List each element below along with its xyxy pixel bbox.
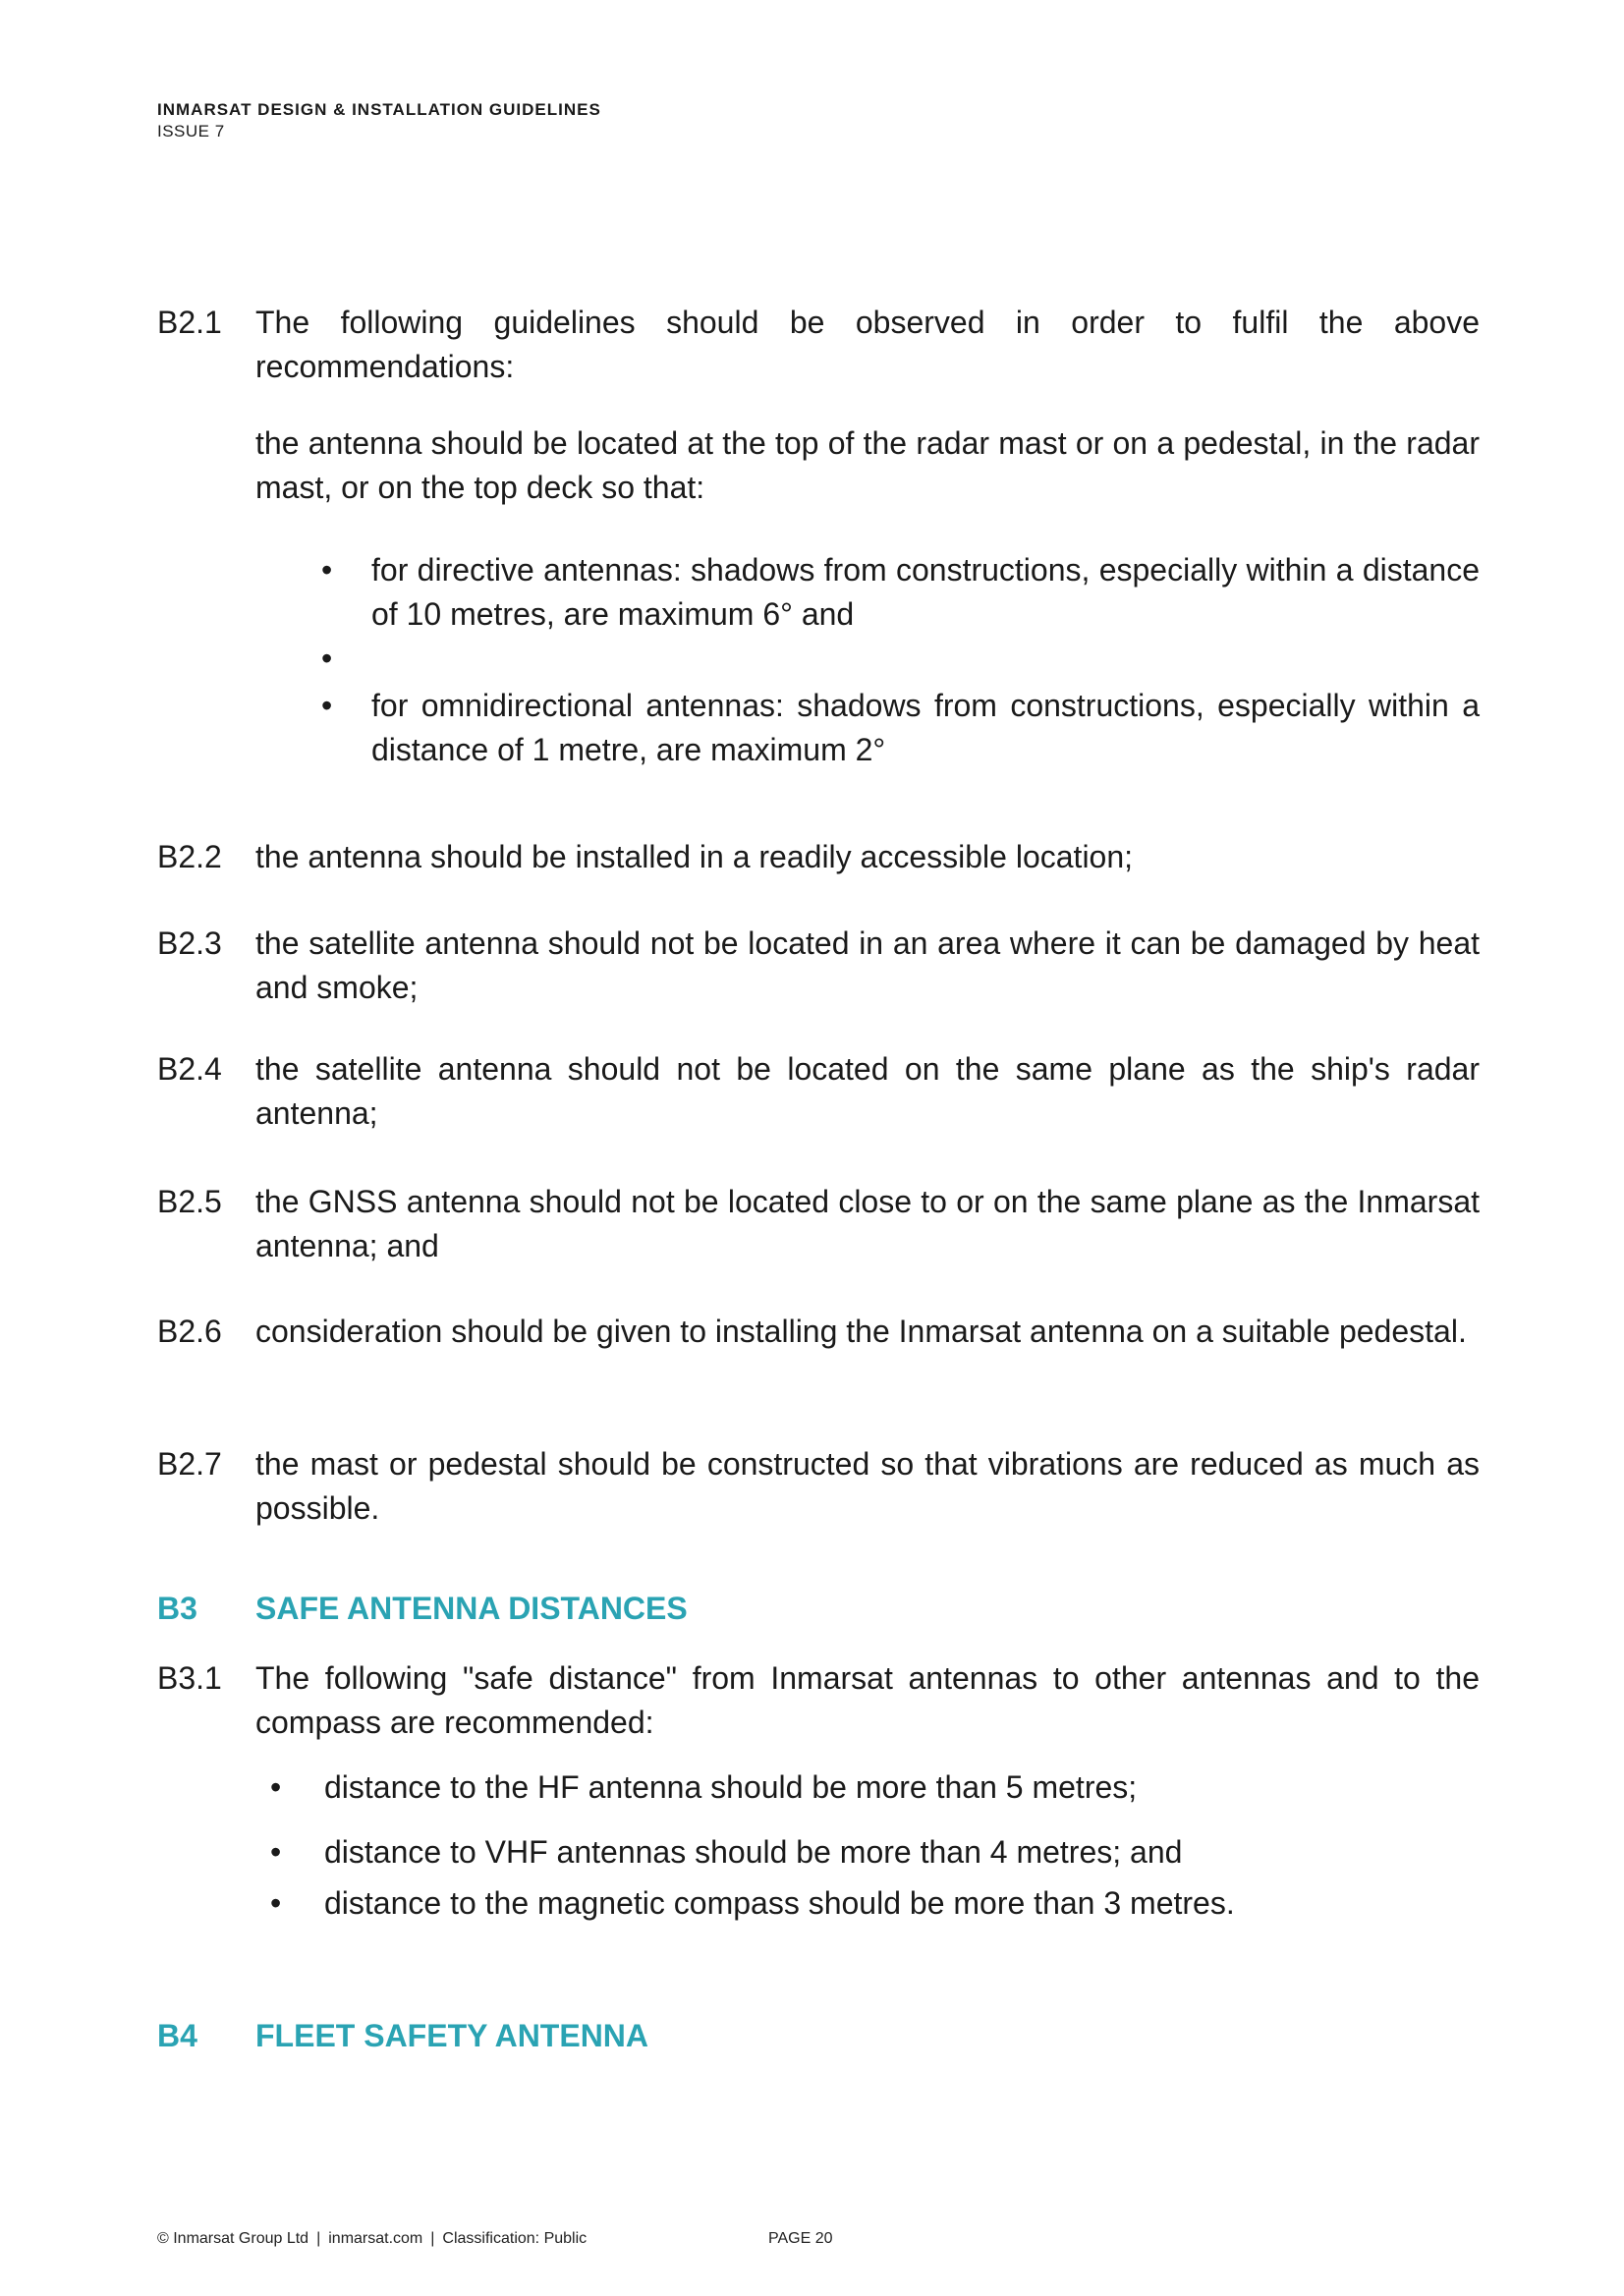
bullet-icon: • <box>270 1834 282 1870</box>
section-number: B2.5 <box>157 1184 222 1219</box>
section-b2-1-subtext: the antenna should be located at the top of the radar mast or on a pedestal, in the radar mast, or on the top deck so that: <box>255 425 1480 505</box>
page-header <box>157 99 601 142</box>
section-number: B2.3 <box>157 925 222 961</box>
footer-site-link[interactable]: inmarsat.com <box>328 2230 423 2247</box>
header-issue: ISSUE 7 <box>157 122 225 140</box>
section-heading-b4 <box>157 2014 648 2058</box>
bullet-icon: • <box>270 1769 282 1805</box>
section-number: B2.1 <box>157 305 222 340</box>
bullet-icon: • <box>321 688 333 723</box>
list-item-text: for directive antennas: shadows from constructions, especially within a distance of 10 metres, are maximum 6° and <box>371 552 1480 632</box>
list-item <box>270 1765 1480 1830</box>
list-item-text: distance to the HF antenna should be more than 5 metres; <box>324 1769 1138 1805</box>
section-b2-5 <box>157 1180 1480 1268</box>
heading-title: SAFE ANTENNA DISTANCES <box>255 1591 688 1626</box>
heading-title: FLEET SAFETY ANTENNA <box>255 2018 649 2053</box>
heading-number: B3 <box>157 1591 197 1626</box>
section-text: consideration should be given to installing the Inmarsat antenna on a suitable pedestal. <box>255 1314 1467 1349</box>
footer-separator: | <box>430 2230 435 2247</box>
section-text: The following "safe distance" from Inmarsat antennas to other antennas and to the compass are recommended: <box>255 1660 1480 1740</box>
section-number: B2.4 <box>157 1051 222 1087</box>
list-item <box>321 637 1480 684</box>
section-b2-4 <box>157 1047 1480 1136</box>
list-item <box>270 1881 1480 1926</box>
list-item-text: for omnidirectional antennas: shadows from constructions, especially within a distance of 1 metre, are maximum 2° <box>371 688 1480 767</box>
bullet-icon: • <box>270 1885 282 1921</box>
section-text: the mast or pedestal should be constructed so that vibrations are reduced as much as possible. <box>255 1446 1480 1526</box>
bullet-icon: • <box>321 641 333 676</box>
section-number: B2.6 <box>157 1314 222 1349</box>
list-item-text: distance to VHF antennas should be more than 4 metres; and <box>324 1834 1183 1870</box>
section-b3-1 <box>157 1656 1480 1745</box>
list-item <box>321 684 1480 772</box>
section-b2-1 <box>157 301 1480 389</box>
section-b2-2 <box>157 835 1480 879</box>
b3-1-bullet-list <box>270 1765 1480 1926</box>
section-text: the GNSS antenna should not be located close to or on the same plane as the Inmarsat antenna; and <box>255 1184 1480 1263</box>
section-number: B3.1 <box>157 1660 222 1696</box>
header-title: INMARSAT DESIGN & INSTALLATION GUIDELINES <box>157 100 601 119</box>
footer-classification: Classification: Public <box>442 2230 588 2247</box>
footer-separator: | <box>316 2230 321 2247</box>
section-heading-b3 <box>157 1587 688 1631</box>
section-b2-6 <box>157 1310 1480 1354</box>
list-item <box>321 548 1480 637</box>
bullet-icon: • <box>321 552 333 588</box>
section-text: the antenna should be installed in a readily accessible location; <box>255 839 1134 874</box>
section-b2-7 <box>157 1442 1480 1531</box>
b2-1-bullet-list <box>321 548 1480 772</box>
heading-number: B4 <box>157 2018 197 2053</box>
page-footer <box>157 2230 587 2248</box>
section-number: B2.7 <box>157 1446 222 1482</box>
footer-copyright: © Inmarsat Group Ltd <box>157 2230 309 2247</box>
section-text: The following guidelines should be observed in order to fulfil the above recommendations: <box>255 305 1480 384</box>
section-text: the satellite antenna should not be located on the same plane as the ship's radar antenna; <box>255 1051 1480 1131</box>
list-item-text: distance to the magnetic compass should be more than 3 metres. <box>324 1885 1235 1921</box>
section-text: the satellite antenna should not be located in an area where it can be damaged by heat and smoke; <box>255 925 1480 1005</box>
section-number: B2.2 <box>157 839 222 874</box>
section-b2-3 <box>157 922 1480 1010</box>
list-item <box>270 1830 1480 1881</box>
page-number: PAGE 20 <box>768 2230 833 2247</box>
